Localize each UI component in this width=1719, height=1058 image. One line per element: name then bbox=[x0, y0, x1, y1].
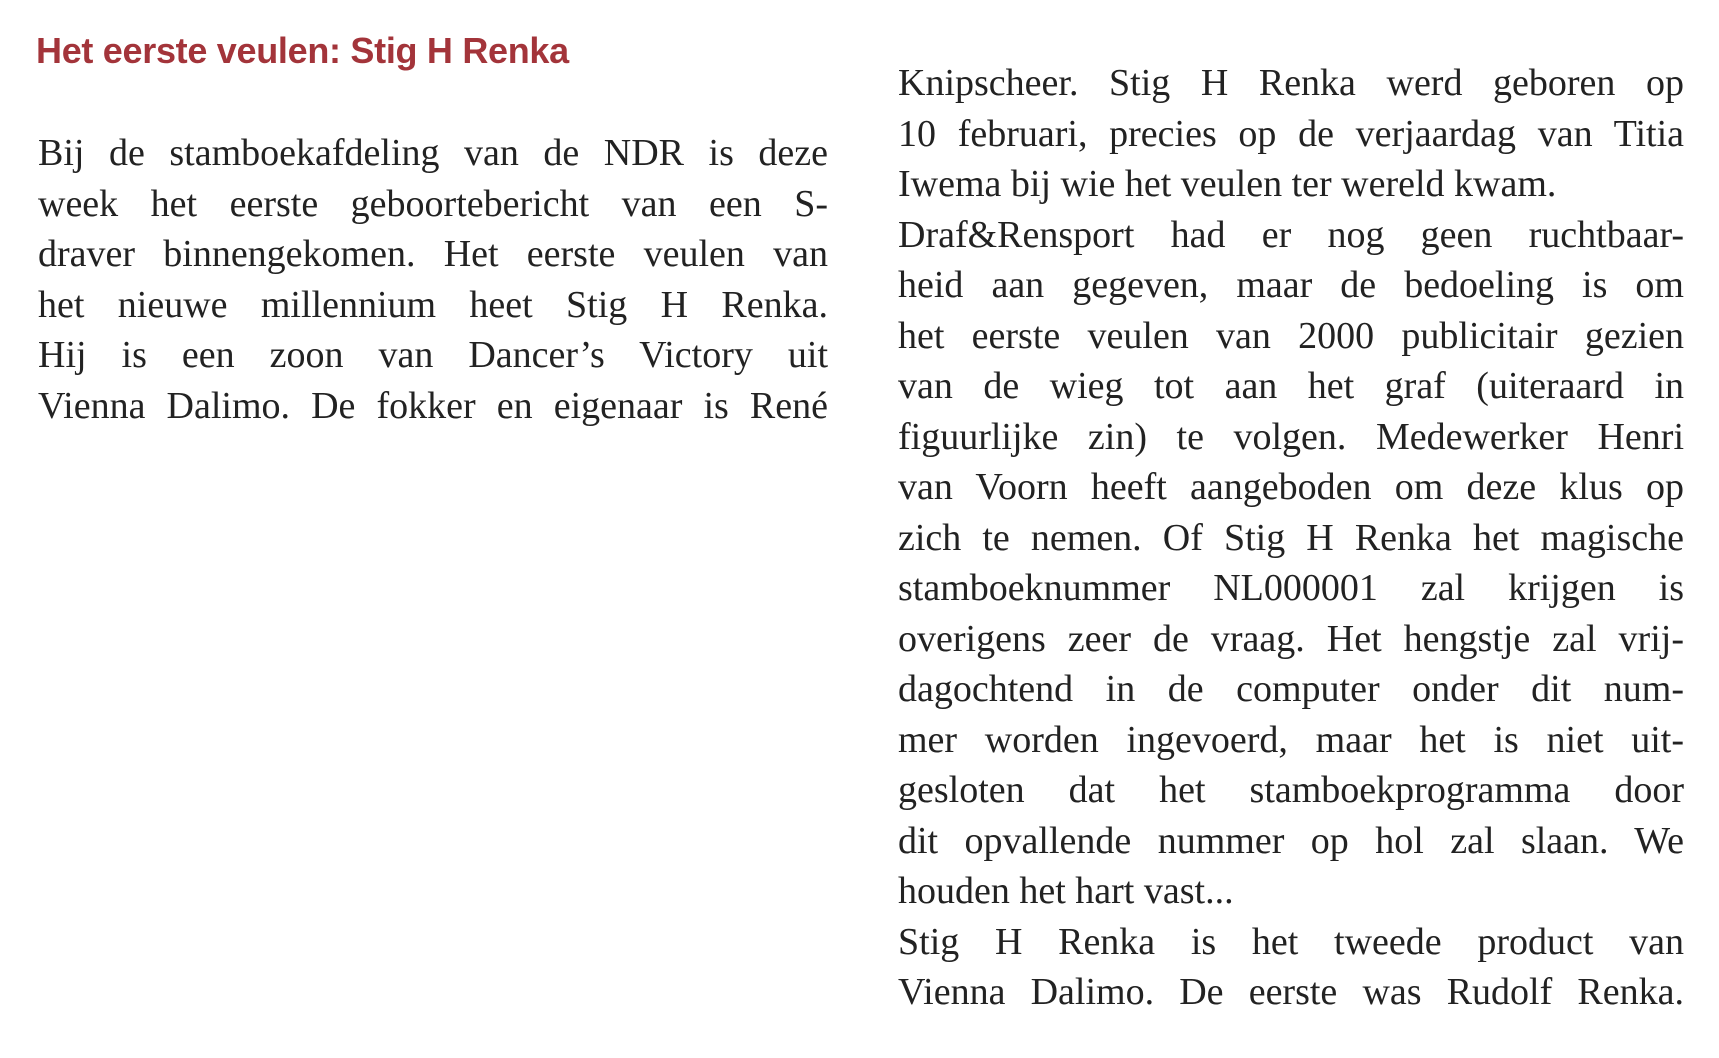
text-line: heid aan gegeven, maar de bedoeling is om bbox=[898, 264, 1684, 306]
text-line: Draf&Rensport had er nog geen ruchtbaar- bbox=[898, 213, 1684, 256]
text-line: week het eerste geboortebericht van een S- bbox=[38, 182, 828, 225]
text-line: Iwema bij wie het veulen ter wereld kwam. bbox=[898, 163, 1557, 205]
text-line: het eerste veulen van 2000 publicitair gezien bbox=[898, 314, 1684, 357]
text-line: het nieuwe millennium heet Stig H Renka. bbox=[38, 283, 828, 326]
text-line: Vienna Dalimo. De eerste was Rudolf Renka. bbox=[898, 971, 1684, 1013]
text-line: van de wieg tot aan het graf (uiteraard in bbox=[898, 365, 1684, 407]
text-line: zich te nemen. Of Stig H Renka het magische bbox=[898, 516, 1684, 559]
text-line: Bij de stamboekafdeling van de NDR is deze bbox=[38, 132, 828, 174]
text-line: stamboeknummer NL000001 zal krijgen is bbox=[898, 567, 1684, 609]
right-text-column bbox=[898, 58, 1684, 1018]
text-line: Knipscheer. Stig H Renka werd geboren op bbox=[898, 62, 1684, 104]
text-line: gesloten dat het stamboekprogramma door bbox=[898, 769, 1684, 811]
text-line: Vienna Dalimo. De fokker en eigenaar is René bbox=[38, 384, 828, 427]
left-text-column bbox=[38, 128, 828, 431]
text-line: dagochtend in de computer onder dit num- bbox=[898, 668, 1684, 710]
text-line: van Voorn heeft aangeboden om deze klus op bbox=[898, 466, 1684, 508]
text-line: Stig H Renka is het tweede product van bbox=[898, 920, 1684, 963]
article-headline: Het eerste veulen: Stig H Renka bbox=[36, 30, 569, 71]
text-line: figuurlijke zin) te volgen. Medewerker Henri bbox=[898, 415, 1684, 458]
text-line: overigens zeer de vraag. Het hengstje zal vrij- bbox=[898, 617, 1684, 660]
text-line: dit opvallende nummer op hol zal slaan. We bbox=[898, 819, 1684, 862]
text-line: Hij is een zoon van Dancer’s Victory uit bbox=[38, 334, 828, 376]
text-line: 10 februari, precies op de verjaardag van Titia bbox=[898, 112, 1684, 155]
text-line: mer worden ingevoerd, maar het is niet uit- bbox=[898, 718, 1684, 761]
text-line: houden het hart vast... bbox=[898, 870, 1234, 912]
text-line: draver binnengekomen. Het eerste veulen van bbox=[38, 233, 828, 275]
